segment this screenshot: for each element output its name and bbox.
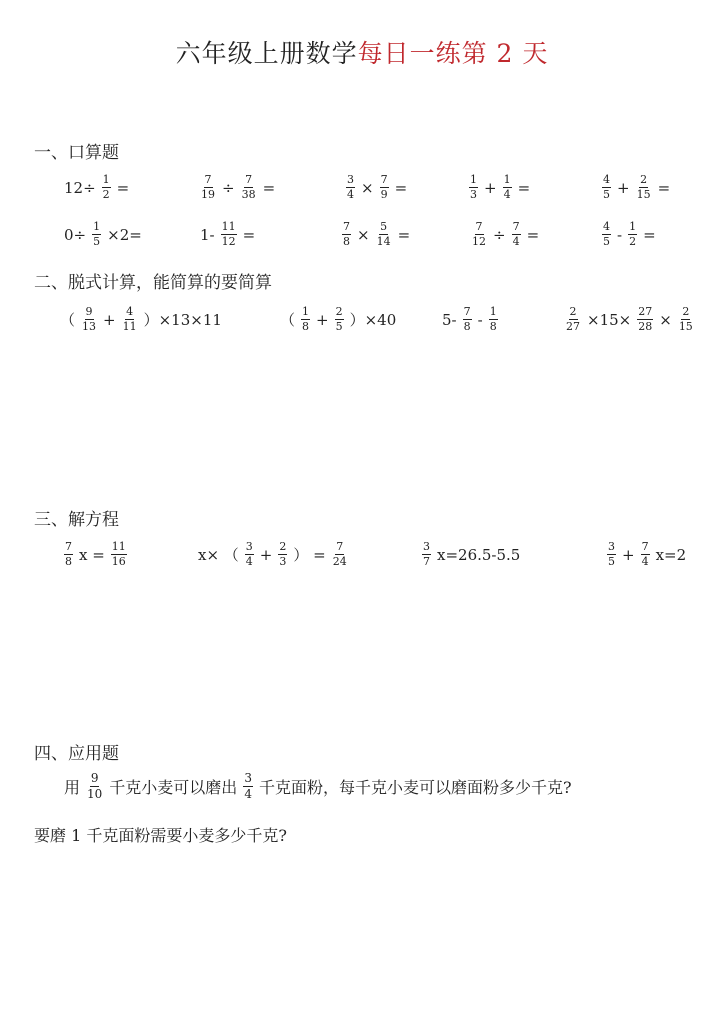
calc-expression [198,221,257,248]
expr-text: × [659,310,672,329]
fraction-numerator: 9 [90,771,99,785]
fraction-numerator: 3 [245,540,253,553]
fraction-denominator: 3 [470,188,477,201]
expr-text: 1- [200,225,215,244]
expr-text: + [622,545,635,564]
fraction [243,772,253,801]
fraction-denominator: 27 [566,320,580,333]
expr-text: ×15× [587,310,632,329]
fraction-numerator: 1 [629,220,637,233]
fraction [376,221,392,248]
fraction [86,772,103,801]
expr-text: （ [280,311,296,329]
fraction [81,306,97,333]
fraction-numerator: 1 [102,173,110,186]
expr-text: = [526,225,540,244]
section-heading-3: 三、解方程 [34,510,119,530]
expr-text: + [484,178,497,197]
fraction-denominator: 12 [472,235,486,248]
fraction [607,541,616,568]
equation [62,541,129,568]
expr-text: + [617,178,630,197]
expr-text: - [617,225,623,244]
fraction-denominator: 8 [463,320,471,333]
fraction-numerator: 3 [347,173,354,186]
word-problem-line: 要磨 1 千克面粉需要小麦多少千克? [34,826,287,845]
fraction [380,174,389,201]
fraction-denominator: 38 [241,188,256,201]
fraction-numerator: 5 [380,220,388,233]
fraction-denominator: 5 [608,555,615,568]
equation [420,541,522,568]
fraction [102,174,111,201]
expr-text: = [262,178,276,197]
word-problem-line [64,772,572,801]
fraction-denominator: 28 [638,320,653,333]
fraction-numerator: 7 [65,540,72,553]
fraction [200,174,216,201]
expr-text: 0÷ [64,225,87,244]
calc-expression [198,174,277,201]
fraction [335,306,344,333]
expr-text: = [394,178,408,197]
fraction-numerator: 7 [475,220,483,233]
calc-expression [440,306,500,333]
fraction-numerator: 3 [244,771,252,785]
fraction-denominator: 13 [82,320,97,333]
expr-text: x=26.5-5.5 [437,545,521,564]
calc-expression [467,174,532,201]
expr-text: × [357,225,370,244]
fraction [503,174,512,201]
fraction-numerator: 1 [93,220,101,233]
fraction-denominator: 8 [343,235,350,248]
expr-text: 千克小麦可以磨出 [109,778,238,797]
fraction-denominator: 4 [512,235,520,248]
fraction-numerator: 11 [221,220,236,233]
fraction [92,221,101,248]
fraction-numerator: 2 [335,305,343,318]
title-highlight: 每日一练第 2 天 [357,39,549,68]
expr-text: ） = [293,546,326,564]
fraction [422,541,431,568]
fraction-denominator: 11 [122,320,137,333]
fraction-denominator: 9 [380,188,388,201]
fraction [565,306,581,333]
fraction-numerator: 1 [503,173,511,186]
expr-text: + [316,310,329,329]
fraction-denominator: 5 [93,235,101,248]
expr-text: × [361,178,374,197]
section-heading-4: 四、应用题 [34,744,119,764]
expr-text: = [657,178,671,197]
fraction [463,306,472,333]
fraction [122,306,138,333]
fraction-numerator: 7 [343,220,350,233]
expr-text: = [397,225,411,244]
expr-text: + [103,310,116,329]
section-heading-1: 一、口算题 [34,143,119,163]
fraction-numerator: 2 [279,540,287,553]
fraction-numerator: 7 [204,173,212,186]
expr-text: ）×13×11 [143,311,222,329]
calc-expression [62,174,131,201]
expr-text: x× （ [198,546,239,564]
fraction-denominator: 2 [102,188,110,201]
fraction-denominator: 4 [244,787,252,801]
fraction-denominator: 7 [423,555,430,568]
fraction-numerator: 1 [489,305,497,318]
fraction-denominator: 4 [641,555,649,568]
fraction-denominator: 5 [603,188,610,201]
fraction-numerator: 7 [512,220,520,233]
fraction [301,306,310,333]
calc-expression [62,221,144,248]
page-title [0,34,724,70]
fraction-denominator: 8 [302,320,310,333]
fraction [636,174,652,201]
expr-text: 5- [442,310,457,329]
calc-expression [344,174,409,201]
fraction-numerator: 2 [569,305,577,318]
expr-text: = [643,225,656,244]
fraction [602,174,611,201]
expr-text: = [116,178,130,197]
expr-text: ÷ [222,178,235,197]
expr-text: - [477,310,483,329]
calc-expression [600,174,672,201]
fraction-denominator: 24 [332,555,347,568]
expr-text: 千克面粉，每千克小麦可以磨面粉多少千克? [258,778,572,797]
fraction [471,221,487,248]
fraction [245,541,254,568]
calc-expression [469,221,541,248]
expr-text: x=2 [655,545,687,564]
fraction-denominator: 5 [603,235,610,248]
fraction-numerator: 7 [245,173,253,186]
fraction-numerator: 1 [470,173,477,186]
calc-expression [278,306,398,333]
fraction-denominator: 10 [87,787,103,801]
fraction [469,174,478,201]
fraction-denominator: 2 [629,235,637,248]
fraction [602,221,611,248]
expr-text: 用 [64,778,81,797]
expr-text: ÷ [493,225,506,244]
fraction [278,541,287,568]
fraction [637,306,653,333]
expr-text: ×2= [107,225,142,244]
fraction [489,306,498,333]
fraction [241,174,257,201]
fraction-denominator: 4 [245,555,253,568]
fraction [332,541,348,568]
fraction [64,541,73,568]
fraction-numerator: 27 [638,305,653,318]
fraction-numerator: 1 [302,305,310,318]
calc-expression [58,306,224,333]
expr-text: = [242,225,256,244]
fraction-denominator: 8 [65,555,72,568]
fraction-denominator: 3 [279,555,287,568]
fraction-denominator: 8 [489,320,497,333]
fraction-numerator: 11 [111,540,126,553]
fraction [678,306,694,333]
fraction [512,221,521,248]
equation [196,541,350,568]
fraction-numerator: 3 [608,540,615,553]
expr-text: = [517,178,531,197]
section-heading-2: 二、脱式计算，能简算的要简算 [34,273,272,293]
fraction-denominator: 5 [335,320,343,333]
fraction-numerator: 7 [336,540,344,553]
expr-text: ）×40 [349,311,397,329]
fraction [641,541,650,568]
fraction-numerator: 4 [603,173,610,186]
fraction-numerator: 7 [380,173,388,186]
fraction [221,221,237,248]
title-main: 六年级上册数学 [175,39,358,68]
fraction-denominator: 15 [636,188,651,201]
fraction [342,221,351,248]
expr-text: + [259,545,273,564]
calc-expression [340,221,412,248]
fraction-numerator: 4 [603,220,610,233]
calc-expression [563,306,696,333]
fraction-denominator: 4 [347,188,354,201]
fraction-denominator: 4 [503,188,511,201]
fraction-numerator: 3 [423,540,430,553]
fraction-denominator: 12 [221,235,236,248]
fraction-numerator: 2 [640,173,648,186]
expr-text: （ [60,311,76,329]
fraction [628,221,637,248]
fraction-denominator: 19 [201,188,215,201]
expr-text: x = [79,545,105,564]
fraction-denominator: 16 [111,555,126,568]
equation [605,541,688,568]
fraction-denominator: 15 [678,320,693,333]
fraction-denominator: 14 [376,235,391,248]
calc-expression [600,221,658,248]
fraction [346,174,355,201]
fraction-numerator: 9 [85,305,93,318]
fraction [111,541,127,568]
fraction-numerator: 4 [126,305,134,318]
fraction-numerator: 7 [463,305,471,318]
expr-text: 12÷ [64,178,96,197]
fraction-numerator: 2 [682,305,690,318]
fraction-numerator: 7 [641,540,649,553]
